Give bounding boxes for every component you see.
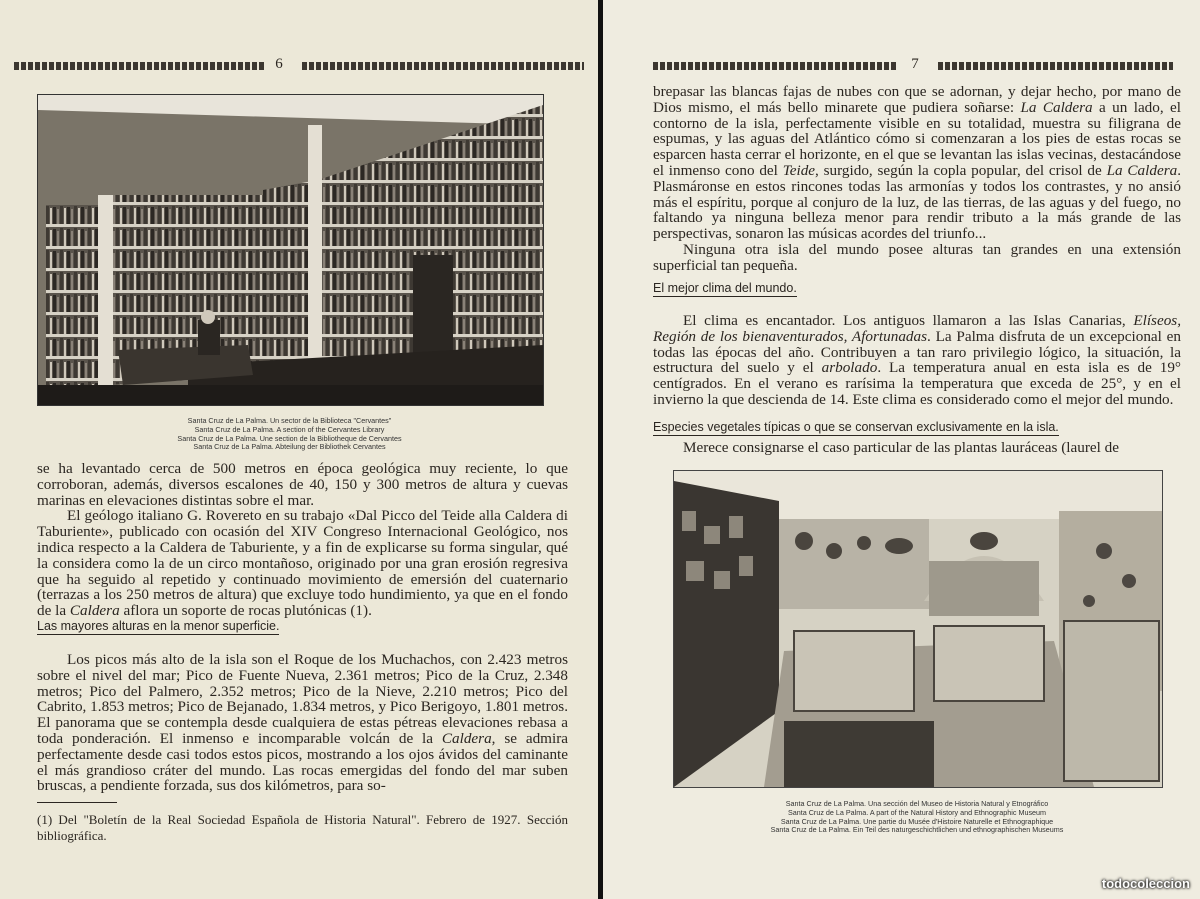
paragraph: El clima es encantador. Los antiguos llamaron a las Islas Canarias, Elíseos, Región de los bienaventurados, Afortunadas. La Palma disfruta de un excepcional en todas las épocas del año. Contribuyen a tan raro privilegio lógico, la situación, la estructura del suelo y el arbolado. La temperatura anual en esta isla es de 19° centígrados. En el verano es rarísima la temperatura que exceda de 25°, y en el invierno la que descienda de 14. Este clima es considerado como el mejor del mundo. xyxy=(653,312,1182,408)
body-text-climate xyxy=(653,313,1181,408)
caption-line-fr: Santa Cruz de La Palma. Une partie du Musée d'Histoire Naturelle et Ethnographique xyxy=(780,816,1054,826)
paragraph: Los picos más alto de la isla son el Roque de los Muchachos, con 2.423 metros sobre el nivel del mar; Pico de Fuente Nueva, 2.361 metros; Pico de la Cruz, 2.348 metros; Pico del Palmero, 2.352 metros; Pico de la Nieve, 2.210 metros; Pico del Cabrito, 1.853 metros; Pico de Bejanado, 1.834 metros, y Pico Berigoyo, 1.801 metros. El panorama que se contempla desde cualquiera de estas pétreas elevaciones rebasa a toda ponderación. El inmenso e incomparable volcán de la Caldera, se admira perfectamente desde casi todos estos picos, mostrando a los ojos ávidos del caminante el más grandioso cráter del mundo. Las rocas emergidas del fondo del mar suben bruscas, a pendiente forzada, sus dos kilómetros, para so- xyxy=(37,651,569,795)
page-number: 6 xyxy=(275,56,283,72)
caption-line-en: Santa Cruz de La Palma. A section of the Cervantes Library xyxy=(194,424,385,434)
paragraph: Merece consignarse el caso particular de las plantas lauráceas (laurel de xyxy=(683,439,1119,456)
photo-caption xyxy=(37,417,542,452)
body-text-top xyxy=(653,84,1181,274)
caption-line-es: Santa Cruz de La Palma. Un sector de la Biblioteca "Cervantes" xyxy=(187,416,392,425)
library-photo xyxy=(37,94,544,406)
paragraph: brepasar las blancas fajas de nubes con que se adornan, y dejar hecho, por mano de Dios mismo, el más bello minarete que pudiera soñarse: La Caldera a un lado, el contorno de la isla, perfectamente visible en su totalidad, muestra su filigrana de espumas, y las aguas del Atlántico cómo si comenzaran a los pies de estas rocas se esparcen hasta cerrar el horizonte, en el que se levantan las islas vecinas, destacándose el inmenso cono del Teide, surgido, según la copla popular, del crisol de La Caldera. Plasmáronse en estos rincones todas las armonías y todos los contrastes, y no ansió más el espíritu, porque al conjuro de la luz, de las tierras, de las aguas y del fuego, no faltando ya ninguna belleza menor para rendir tributo a la más grande de las perspectivas, sonaron las músicas acordes del triunfo... xyxy=(653,83,1182,243)
caption-line-fr: Santa Cruz de La Palma. Une section de la Bibliotheque de Cervantes xyxy=(177,433,402,443)
left-page xyxy=(0,0,598,899)
body-text-top xyxy=(37,461,568,619)
section-heading-climate: El mejor clima del mundo. xyxy=(653,281,797,295)
right-page xyxy=(603,0,1200,899)
paragraph: El geólogo italiano G. Rovereto en su trabajo «Dal Picco del Teide alla Caldera di Taburiente», publicado con ocasión del XIV Congreso Internacional Geológico, nos indica respecto a la Caldera de Taburiente, y a fin de explicarse su forma singular, qué la considera como la de un circo montañoso, originado por una gran erosión regresiva que ha seguido al repetido y continuado movimiento de emersión del cuaternario (terrazas a los 250 metros de altura) que excluye todo hundimiento, ya que en el fondo de la Caldera aflora un soporte de rocas plutónicas (1). xyxy=(37,507,568,620)
header-rule-left xyxy=(14,62,264,70)
caption-line-de: Santa Cruz de La Palma. Ein Teil des naturgeschichtlichen und ethnographischen Museums xyxy=(770,825,1064,835)
watermark-logo: todocoleccion xyxy=(1101,876,1190,891)
paragraph: se ha levantado cerca de 500 metros en época geológica muy reciente, lo que corroboran, además, diversos escalones de 40, 150 y 300 metros de altura y cuevas marinas en elevaciones distintas sobre el mar. xyxy=(37,460,568,509)
paragraph: Ninguna otra isla del mundo posee alturas tan grandes en una extensión superficial tan pequeña. xyxy=(653,240,1181,274)
header-rule-left xyxy=(653,62,898,70)
photo-caption xyxy=(673,800,1161,835)
body-text-species xyxy=(653,440,1181,456)
section-heading-species: Especies vegetales típicas o que se conservan exclusivamente en la isla. xyxy=(653,420,1059,434)
caption-line-es: Santa Cruz de La Palma. Una sección del Museo de Historia Natural y Etnográfico xyxy=(785,799,1049,808)
page-number: 7 xyxy=(911,56,919,72)
caption-line-de: Santa Cruz de La Palma. Abteilung der Bibliothek Cervantes xyxy=(193,442,386,452)
header-rule-right xyxy=(938,62,1173,70)
section-heading: Las mayores alturas en la menor superficie. xyxy=(37,619,280,633)
footnote: (1) Del "Boletín de la Real Sociedad Española de Historia Natural". Febrero de 1927. Sección bibliográfica. xyxy=(37,812,568,843)
body-text-bottom xyxy=(37,652,568,794)
header-rule-right xyxy=(302,62,584,70)
footnote-rule xyxy=(37,802,117,803)
caption-line-en: Santa Cruz de La Palma. A part of the Natural History and Ethnographic Museum xyxy=(787,807,1047,817)
museum-photo xyxy=(673,470,1163,788)
